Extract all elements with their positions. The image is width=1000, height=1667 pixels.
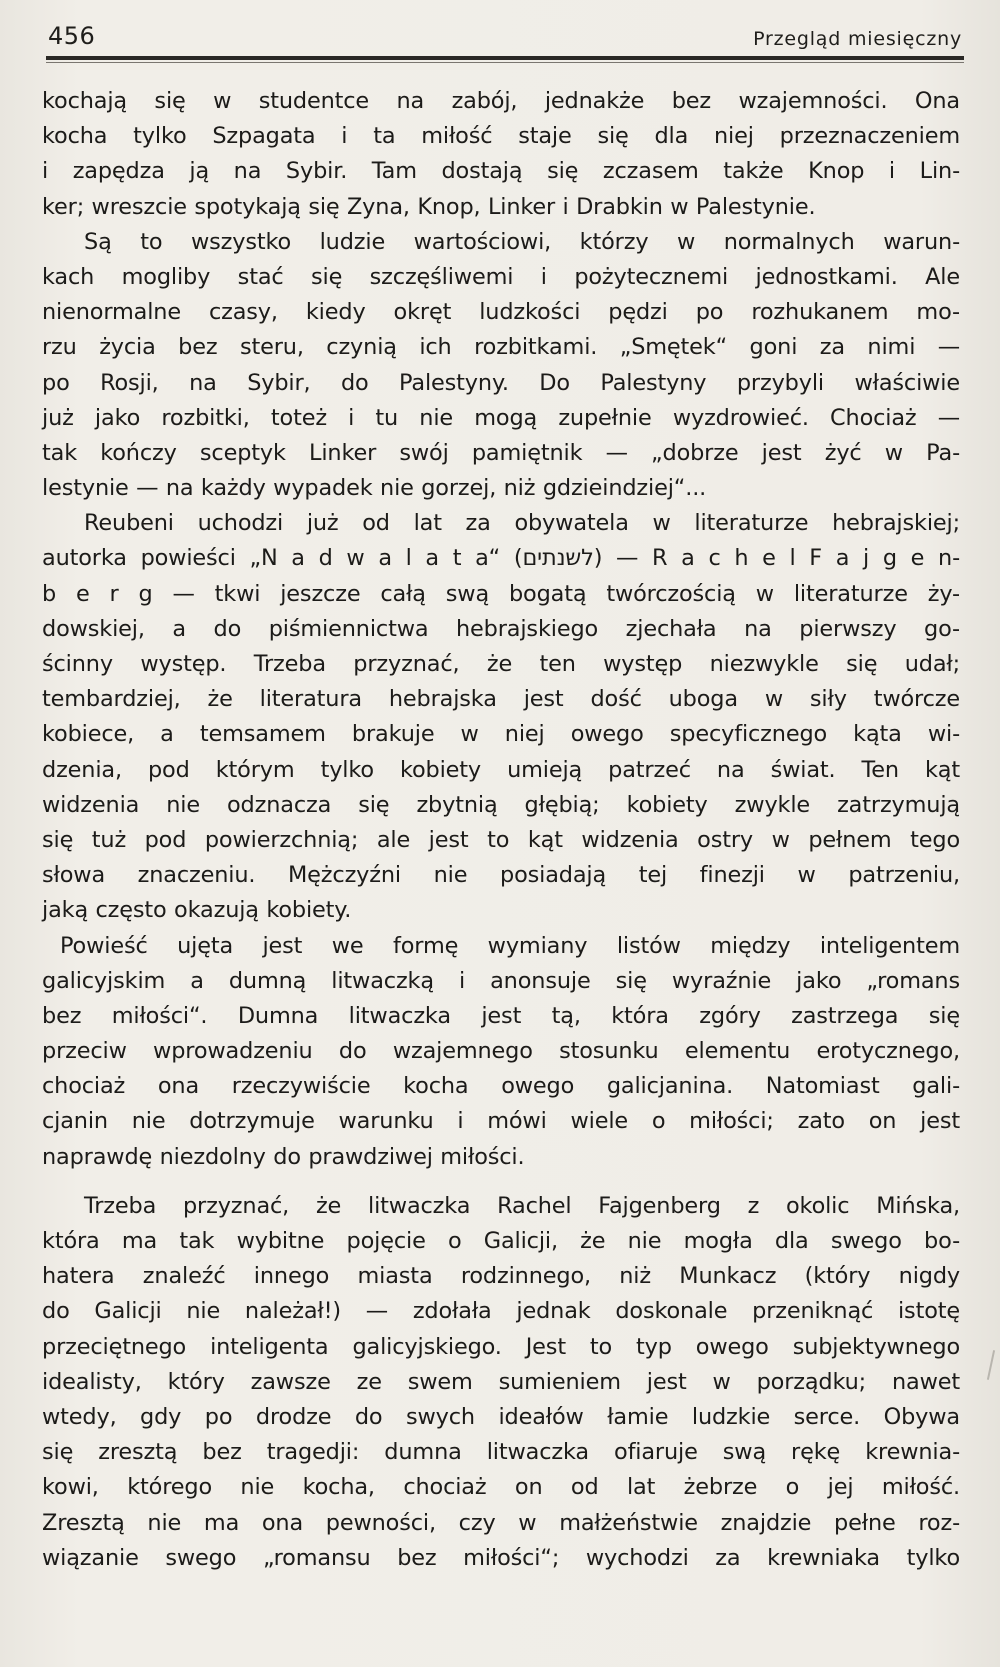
text-line: do Galicji nie należał!) — zdołała jednak doskonale przeniknąć istotę [42, 1298, 960, 1325]
text-line: kach mogliby stać się szczęśliwemi i pożytecznemi jednostkami. Ale [42, 263, 960, 290]
header-rule-thin [46, 62, 964, 63]
text-line: już jako rozbitki, toteż i tu nie mogą zupełnie wyzdrowieć. Chociaż — [42, 404, 960, 431]
page-number: 456 [48, 22, 96, 50]
running-head [48, 20, 962, 50]
text-line: autorka powieści „N a d w a l a t a“ (לשנתים) — R a c h e l F a j g e n- [42, 545, 960, 572]
text-line: wtedy, gdy po drodze do swych ideałów łamie ludzkie serce. Obywa [42, 1403, 960, 1430]
text-line: która ma tak wybitne pojęcie o Galicji, że nie mogła dla swego bo- [42, 1228, 960, 1254]
text-line: się zresztą bez tragedji: dumna litwaczka ofiaruje swą rękę krewnia- [42, 1439, 960, 1466]
body-text [42, 84, 960, 1576]
text-line: kochają się w studentce na zabój, jednakże bez wzajemności. Ona [42, 88, 960, 114]
text-line: jaką często okazują kobiety. [42, 897, 352, 924]
text-line: kobiece, a temsamem brakuje w niej owego specyficznego kąta wi- [42, 721, 960, 748]
running-title: Przegląd miesięczny [753, 28, 962, 50]
text-line: lestynie — na każdy wypadek nie gorzej, niż gdzieindziej“... [42, 475, 707, 502]
text-line: nienormalne czasy, kiedy okręt ludzkości pędzi po rozhukanem mo- [42, 299, 960, 326]
text-line: ker; wreszcie spotykają się Zyna, Knop, Linker i Drabkin w Palestynie. [42, 193, 816, 220]
text-line: przeciętnego inteligenta galicyjskiego. Jest to typ owego subjektywnego [42, 1333, 960, 1360]
header-rule [46, 56, 964, 60]
text-line: wiązanie swego „romansu bez miłości“; wychodzi za krewniaka tylko [42, 1544, 960, 1571]
text-line: kowi, którego nie kocha, chociaż on od lat żebrze o jej miłość. [42, 1474, 960, 1501]
text-line: tembardziej, że literatura hebrajska jest dość uboga w siły twórcze [42, 686, 960, 713]
text-line: Powieść ujęta jest we formę wymiany listów między inteligentem [60, 932, 960, 959]
text-line: Zresztą nie ma ona pewności, czy w małżeństwie znajdzie pełne roz- [42, 1509, 960, 1536]
text-line: naprawdę niezdolny do prawdziwej miłości. [42, 1143, 525, 1170]
text-line: kocha tylko Szpagata i ta miłość staje się dla niej przeznaczeniem [42, 123, 960, 150]
text-line: b e r g — tkwi jeszcze całą swą bogatą twórczością w literaturze ży- [42, 580, 960, 607]
margin-mark [987, 1350, 995, 1380]
text-line: Reubeni uchodzi już od lat za obywatela w literaturze hebrajskiej; [84, 510, 960, 537]
text-line: Są to wszystko ludzie wartościowi, którzy w normalnych warun- [84, 228, 960, 255]
text-line: rzu życia bez steru, czynią ich rozbitkami. „Smętek“ goni za nimi — [42, 334, 960, 361]
text-line: bez miłości“. Dumna litwaczka jest tą, która zgóry zastrzega się [42, 1002, 960, 1029]
text-line: Trzeba przyznać, że litwaczka Rachel Fajgenberg z okolic Mińska, [84, 1192, 960, 1219]
text-line: chociaż ona rzeczywiście kocha owego galicjanina. Natomiast gali- [42, 1073, 960, 1100]
text-line: hatera znaleźć innego miasta rodzinnego, niż Munkacz (który nigdy [42, 1263, 960, 1290]
text-line: tak kończy sceptyk Linker swój pamiętnik — „dobrze jest żyć w Pa- [42, 439, 960, 466]
text-line: widzenia nie odznacza się zbytnią głębią; kobiety zwykle zatrzymują [42, 791, 960, 818]
text-line: słowa znaczeniu. Mężczyźni nie posiadają tej finezji w patrzeniu, [42, 862, 960, 889]
text-line: dzenia, pod którym tylko kobiety umieją patrzeć na świat. Ten kąt [42, 756, 960, 783]
text-line: idealisty, który zawsze ze swem sumieniem jest w porządku; nawet [42, 1368, 960, 1395]
text-line: przeciw wprowadzeniu do wzajemnego stosunku elementu erotycznego, [42, 1038, 960, 1065]
text-line: cjanin nie dotrzymuje warunku i mówi wiele o miłości; zato on jest [42, 1108, 960, 1135]
text-line: po Rosji, na Sybir, do Palestyny. Do Palestyny przybyli właściwie [42, 369, 960, 396]
text-line: ścinny występ. Trzeba przyznać, że ten występ niezwykle się udał; [42, 651, 960, 677]
text-line: i zapędza ją na Sybir. Tam dostają się zczasem także Knop i Lin- [42, 158, 960, 185]
text-line: dowskiej, a do piśmiennictwa hebrajskiego zjechała na pierwszy go- [42, 615, 960, 642]
text-line: galicyjskim a dumną litwaczką i anonsuje się wyraźnie jako „romans [42, 967, 960, 994]
text-line: się tuż pod powierzchnią; ale jest to kąt widzenia ostry w pełnem tego [42, 826, 960, 853]
